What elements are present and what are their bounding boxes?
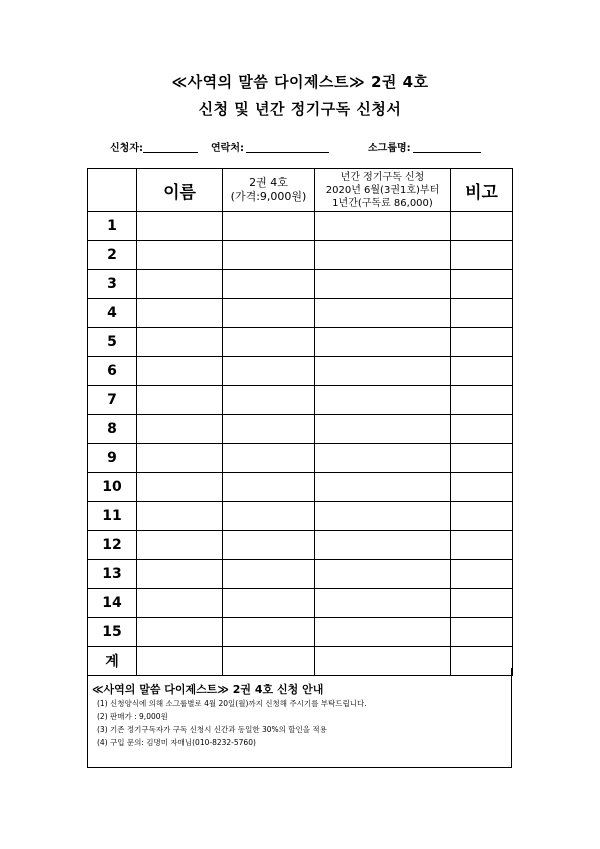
row-number: 5 [88,328,137,357]
issue-cell[interactable] [223,299,315,328]
name-cell[interactable] [137,502,223,531]
contact-label: 연락처: [211,143,244,154]
subscription-cell[interactable] [315,560,451,589]
note-cell[interactable] [451,386,513,415]
table-row [88,502,513,531]
subscription-cell[interactable] [315,212,451,241]
note-cell[interactable] [451,589,513,618]
row-number: 12 [88,531,137,560]
row-number: 3 [88,270,137,299]
applicant-input-line[interactable] [143,152,198,153]
notice-item: (1) 신청양식에 의해 소그룹별로 4월 20일(월)까지 신청해 주시기를 부탁드립니다. [97,699,367,708]
note-cell[interactable] [451,328,513,357]
name-cell[interactable] [137,531,223,560]
issue-cell[interactable] [223,618,315,647]
name-cell[interactable] [137,444,223,473]
header-subscription: 년간 정기구독 신청 2020년 6월(3권1호)부터 1년간(구독료 86,000) [315,169,451,212]
issue-cell[interactable] [223,473,315,502]
table-row [88,415,513,444]
name-cell[interactable] [137,618,223,647]
note-cell[interactable] [451,270,513,299]
notice-box [87,668,512,768]
name-cell[interactable] [137,560,223,589]
name-cell[interactable] [137,415,223,444]
row-number: 1 [88,212,137,241]
table-row [88,357,513,386]
note-cell[interactable] [451,618,513,647]
subscription-cell[interactable] [315,328,451,357]
issue-cell[interactable] [223,589,315,618]
table-row [88,560,513,589]
issue-cell[interactable] [223,386,315,415]
subscription-cell[interactable] [315,531,451,560]
name-cell[interactable] [137,299,223,328]
name-cell[interactable] [137,473,223,502]
row-number: 계 [88,647,137,676]
subscription-cell[interactable] [315,473,451,502]
issue-cell[interactable] [223,241,315,270]
name-cell[interactable] [137,270,223,299]
name-cell[interactable] [137,328,223,357]
note-cell[interactable] [451,502,513,531]
issue-cell[interactable] [223,502,315,531]
subscription-cell[interactable] [315,502,451,531]
row-number: 2 [88,241,137,270]
issue-cell[interactable] [223,270,315,299]
header-number-cell [88,169,137,212]
row-number: 15 [88,618,137,647]
row-number: 8 [88,415,137,444]
name-cell[interactable] [137,241,223,270]
row-number: 10 [88,473,137,502]
row-number: 13 [88,560,137,589]
row-number: 14 [88,589,137,618]
row-number: 4 [88,299,137,328]
notice-item: (4) 구입 문의: 김명미 자매님(010-8232-5760) [97,738,256,747]
issue-cell[interactable] [223,531,315,560]
issue-cell[interactable] [223,415,315,444]
name-cell[interactable] [137,212,223,241]
table-row [88,473,513,502]
document-subtitle: 신청 및 년간 정기구독 신청서 [198,100,402,118]
name-cell[interactable] [137,589,223,618]
subscription-cell[interactable] [315,270,451,299]
applicant-label: 신청자: [110,143,143,154]
note-cell[interactable] [451,241,513,270]
header-name: 이름 [137,169,223,212]
issue-cell[interactable] [223,357,315,386]
subscription-cell[interactable] [315,618,451,647]
header-issue: 2권 4호 (가격:9,000원) [223,169,315,212]
row-number: 11 [88,502,137,531]
subscription-cell[interactable] [315,241,451,270]
table-row [88,270,513,299]
group-label: 소그룹명: [368,143,411,154]
table-row [88,386,513,415]
subscription-cell[interactable] [315,386,451,415]
note-cell[interactable] [451,212,513,241]
note-cell[interactable] [451,473,513,502]
subscription-table [87,168,513,676]
issue-cell[interactable] [223,444,315,473]
table-row [88,618,513,647]
note-cell[interactable] [451,560,513,589]
document-title: ≪사역의 말씀 다이제스트≫ 2권 4호 [171,73,429,91]
note-cell[interactable] [451,444,513,473]
issue-cell[interactable] [223,560,315,589]
group-input-line[interactable] [413,152,481,153]
table-header-row [88,169,513,212]
note-cell[interactable] [451,415,513,444]
subscription-cell[interactable] [315,589,451,618]
row-number: 6 [88,357,137,386]
issue-cell[interactable] [223,212,315,241]
table-row [88,531,513,560]
subscription-cell[interactable] [315,415,451,444]
subscription-cell[interactable] [315,357,451,386]
row-number: 9 [88,444,137,473]
row-number: 7 [88,386,137,415]
table-row [88,444,513,473]
notice-item: (3) 기존 정기구독자가 구독 신청시 신간과 동일한 30%의 할인을 적용 [97,725,327,734]
notice-item: (2) 판매가 : 9,000원 [97,712,168,721]
table-row [88,299,513,328]
table-row [88,241,513,270]
note-cell[interactable] [451,357,513,386]
subscription-cell[interactable] [315,299,451,328]
name-cell[interactable] [137,386,223,415]
issue-cell[interactable] [223,328,315,357]
contact-input-line[interactable] [246,152,329,153]
header-note: 비고 [451,169,513,212]
name-cell[interactable] [137,357,223,386]
table-row [88,589,513,618]
subscription-cell[interactable] [315,444,451,473]
table-row [88,212,513,241]
notice-title: ≪사역의 말씀 다이제스트≫ 2권 4호 신청 안내 [92,683,324,696]
table-row [88,328,513,357]
note-cell[interactable] [451,299,513,328]
note-cell[interactable] [451,531,513,560]
